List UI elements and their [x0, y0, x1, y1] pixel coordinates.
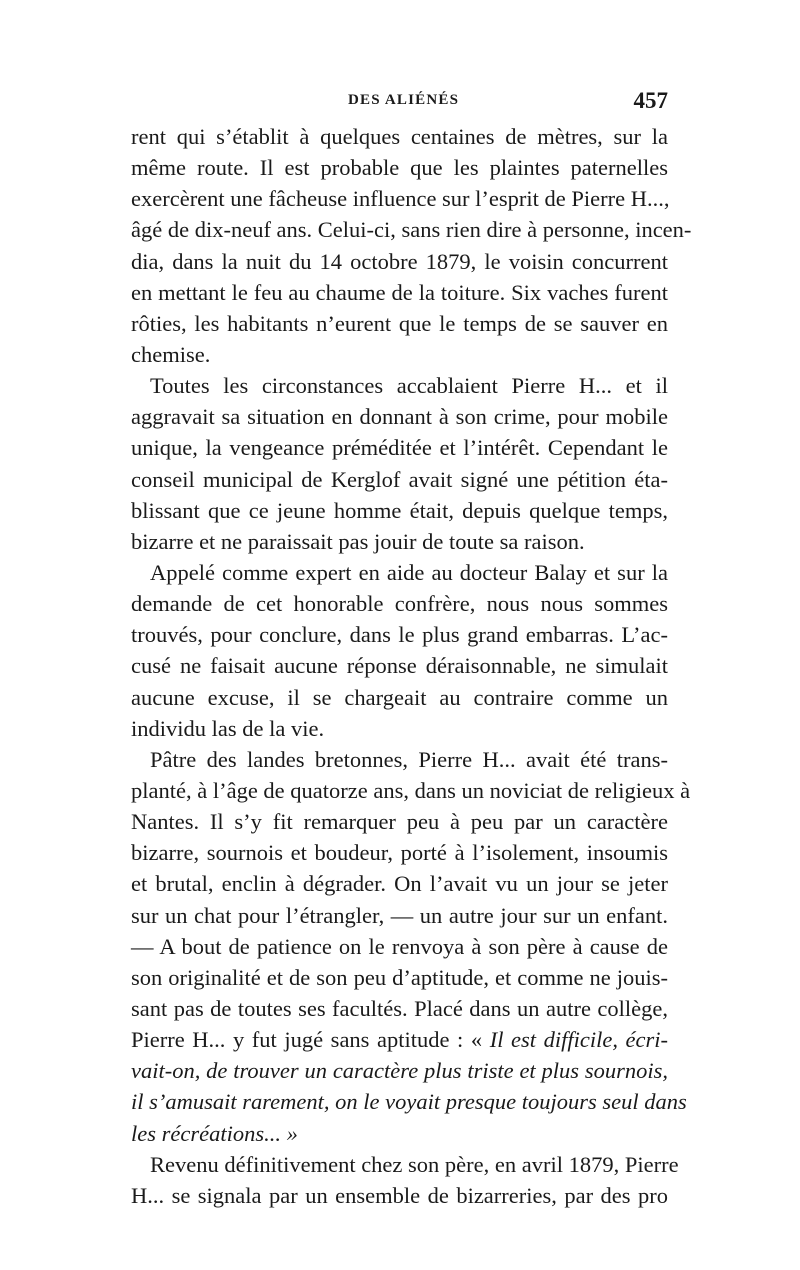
text-line: Nantes. Il s’y fit remarquer peu à peu par un caractère [131, 809, 668, 835]
text-line: sant pas de toutes ses facultés. Placé dans un autre collège, [131, 995, 668, 1021]
text-line: rent qui s’établit à quelques centaines de mètres, sur la [131, 124, 668, 149]
text-line: il s’amusait rarement, on le voyait presque toujours seul dans [131, 1089, 687, 1115]
text-line: âgé de dix-neuf ans. Celui-ci, sans rien dire à personne, incen- [131, 217, 692, 243]
text-line: dia, dans la nuit du 14 octobre 1879, le voisin concurrent [131, 248, 668, 274]
page-number: 457 [633, 88, 668, 113]
text-line: cusé ne faisait aucune réponse déraisonnable, ne simulait [131, 653, 668, 679]
text-line: H... se signala par un ensemble de bizarreries, par des pro [131, 1182, 668, 1208]
quote-text: Il est difficile, écri- [489, 1027, 668, 1053]
text-line-quote-start [131, 1024, 668, 1055]
text-line: chemise. [131, 341, 211, 367]
text-line: unique, la vengeance préméditée et l’intérêt. Cependant le [131, 435, 668, 461]
text-line: Revenu définitivement chez son père, en avril 1879, Pierre [150, 1151, 679, 1177]
text-line: planté, à l’âge de quatorze ans, dans un noviciat de religieux à [131, 777, 691, 803]
text-line: bizarre, sournois et boudeur, porté à l’isolement, insoumis [131, 840, 668, 866]
text-line: conseil municipal de Kerglof avait signé une pétition éta- [131, 466, 668, 492]
text-line: Pâtre des landes bretonnes, Pierre H... avait été trans- [150, 746, 668, 772]
text-line: Toutes les circonstances accablaient Pierre H... et il [150, 373, 668, 399]
text-line: aggravait sa situation en donnant à son crime, pour mobile [131, 404, 668, 430]
text-line: rôties, les habitants n’eurent que le temps de se sauver en [131, 310, 668, 336]
text-line-part: Pierre H... y fut jugé sans aptitude : « [131, 1027, 490, 1053]
text-line: même route. Il est probable que les plaintes paternelles [131, 155, 668, 181]
text-line: bizarre et ne paraissait pas jouir de toute sa raison. [131, 528, 585, 554]
text-line: exercèrent une fâcheuse influence sur l’esprit de Pierre H..., [131, 186, 670, 212]
running-head [130, 88, 668, 118]
text-line: vait-on, de trouver un caractère plus triste et plus sournois, [131, 1058, 668, 1084]
text-line: aucune excuse, il se chargeait au contraire comme un [131, 684, 668, 710]
text-line: Appelé comme expert en aide au docteur Balay et sur la [150, 559, 668, 585]
body-text [131, 121, 692, 1211]
text-line: demande de cet honorable confrère, nous nous sommes [131, 591, 668, 617]
running-title: DES ALIÉNÉS [348, 92, 460, 108]
text-line: en mettant le feu au chaume de la toiture. Six vaches furent [131, 279, 668, 305]
text-line: son originalité et de son peu d’aptitude, et comme ne jouis- [131, 964, 668, 990]
text-line: — A bout de patience on le renvoya à son père à cause de [131, 933, 668, 959]
text-line: blissant que ce jeune homme était, depuis quelque temps, [131, 497, 668, 523]
text-line: et brutal, enclin à dégrader. On l’avait vu un jour se jeter [131, 871, 668, 897]
text-line: individu las de la vie. [131, 715, 325, 741]
text-line: trouvés, pour conclure, dans le plus grand embarras. L’ac- [131, 622, 668, 648]
text-line: les récréations... » [131, 1120, 298, 1146]
text-line: sur un chat pour l’étrangler, — un autre jour sur un enfant. [131, 902, 668, 928]
